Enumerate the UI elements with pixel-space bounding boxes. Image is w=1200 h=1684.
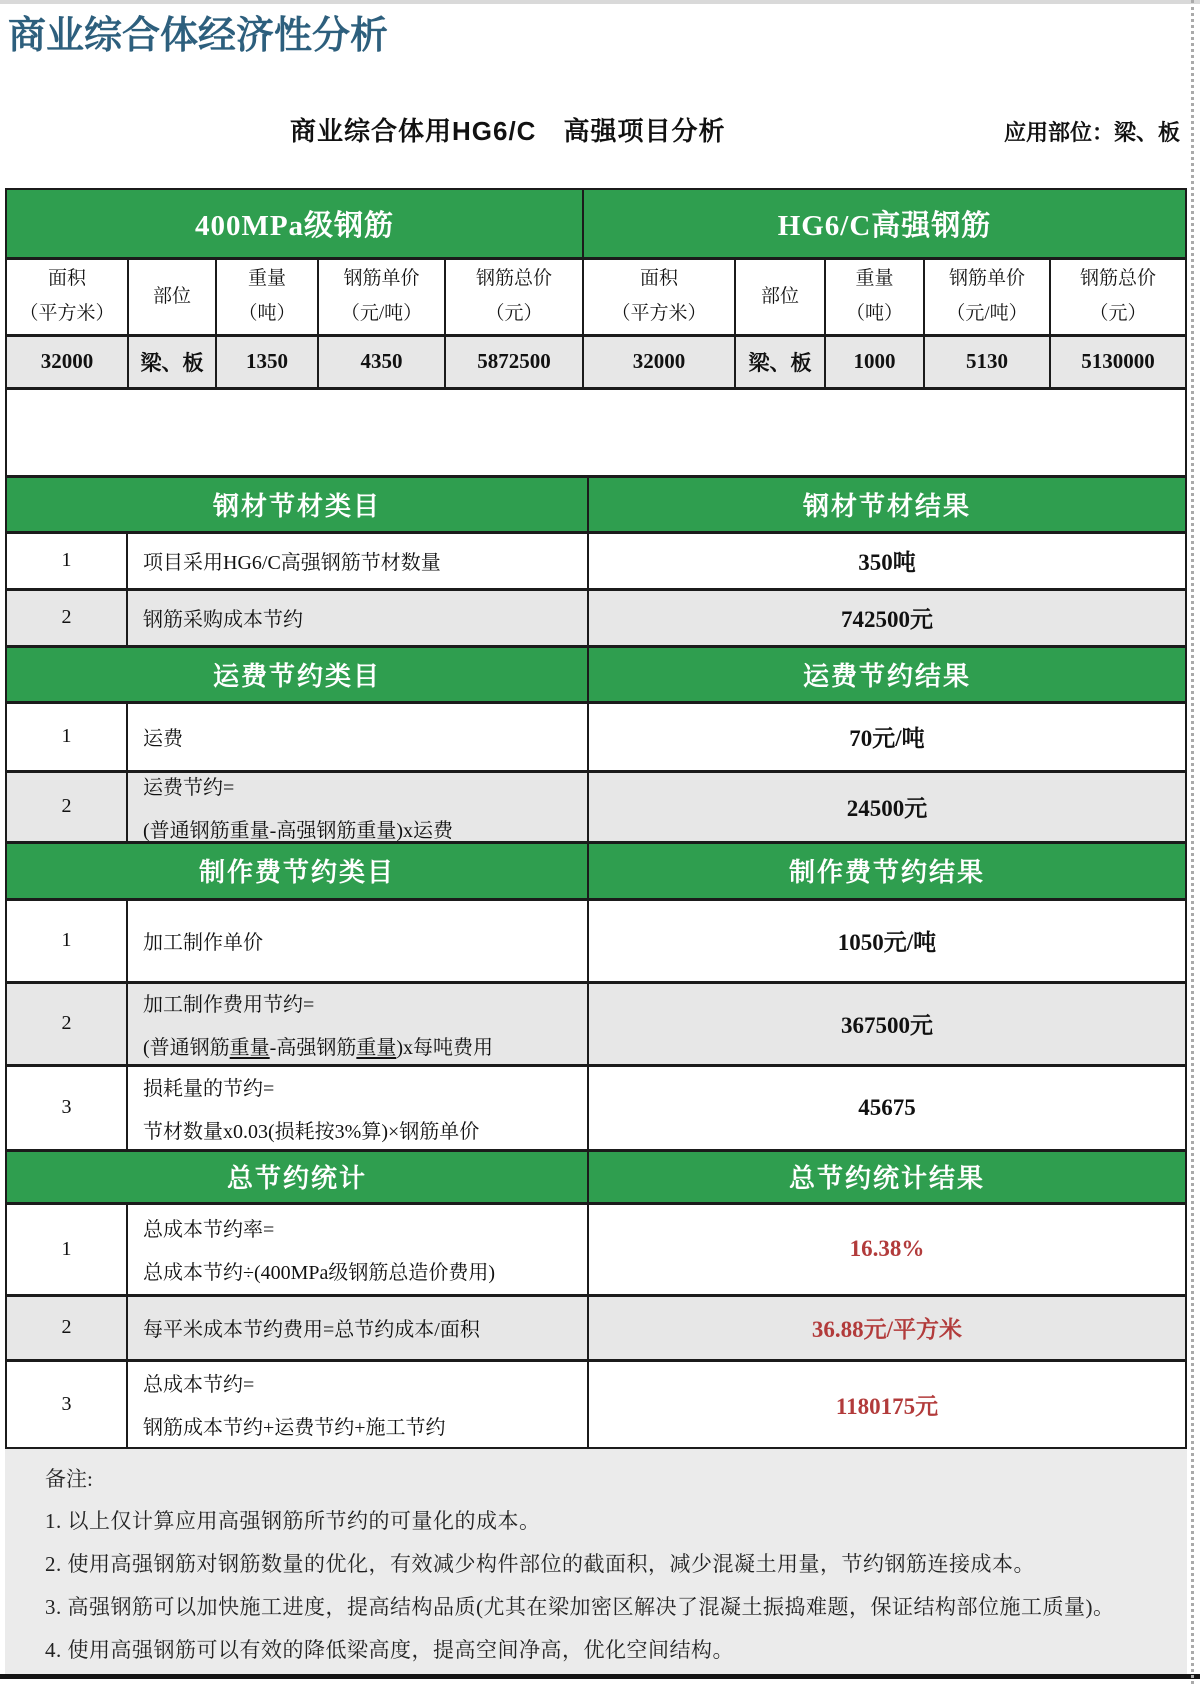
row-result: 45675	[858, 1094, 916, 1120]
col-label: 重量	[855, 268, 894, 290]
section-header-result: 总节约统计结果	[788, 1164, 985, 1194]
col-label: 钢筋单价	[343, 268, 420, 290]
table-subtitle: 商业综合体用HG6/C 高强项目分析	[290, 115, 726, 146]
remarks-block	[5, 1449, 1187, 1677]
col-label-unit: （平方米）	[611, 302, 707, 324]
row-description: 运费节约=	[143, 776, 235, 799]
row-result: 350吨	[858, 550, 916, 576]
section-header-result: 运费节约结果	[802, 661, 971, 691]
section-header-category: 制作费节约类目	[7, 844, 589, 898]
section-fabrication-saving-header	[7, 844, 1185, 901]
row-description: 钢筋采购成本节约	[143, 609, 303, 632]
row-number: 1	[7, 704, 128, 770]
row-description: 运费	[143, 728, 183, 751]
col-header-totalprice-left	[446, 260, 584, 334]
row-number: 2	[7, 984, 128, 1064]
remark-item-2: 2. 使用高强钢筋对钢筋数量的优化，有效减少构件部位的截面积，减少混凝土用量，节约钢筋连接成本。	[45, 1551, 1035, 1576]
page-title: 商业综合体经济性分析	[8, 15, 389, 57]
table-row	[7, 704, 1185, 773]
col-label-unit: （元/吨）	[340, 302, 423, 324]
section-freight-saving-header	[7, 648, 1185, 704]
row-description-formula: 总成本节约÷(400MPa级钢筋总造价费用)	[143, 1262, 496, 1285]
row-description: 损耗量的节约=	[143, 1077, 275, 1100]
value-area-right: 32000	[584, 337, 736, 387]
section-header-category: 运费节约类目	[7, 648, 589, 701]
table-row	[7, 591, 1185, 648]
header-hg6c-rebar: HG6/C高强钢筋	[777, 209, 992, 242]
section-header-result: 制作费节约结果	[788, 858, 985, 888]
value-part-right: 梁、板	[736, 337, 826, 387]
col-label-unit: （吨）	[845, 302, 903, 324]
row-number: 3	[7, 1362, 128, 1447]
value-unitprice-right: 5130	[925, 337, 1051, 387]
col-label-unit: （平方米）	[19, 302, 115, 324]
col-label: 面积	[639, 268, 678, 290]
row-number: 3	[7, 1067, 128, 1149]
table-row	[7, 1067, 1185, 1152]
spacer-row	[7, 390, 1185, 478]
row-description: 总成本节约率=	[143, 1219, 275, 1242]
remark-item-1: 1. 以上仅计算应用高强钢筋所节约的可量化的成本。	[45, 1508, 541, 1533]
table-row	[7, 534, 1185, 591]
row-number: 2	[7, 591, 128, 645]
section-header-result: 钢材节材结果	[802, 491, 971, 521]
value-unitprice-left: 4350	[319, 337, 446, 387]
col-header-totalprice-right	[1051, 260, 1185, 334]
col-label: 面积	[47, 268, 86, 290]
row-number: 1	[7, 901, 128, 981]
col-header-part-right	[736, 260, 826, 334]
table-row	[7, 1297, 1185, 1362]
col-header-area-left	[7, 260, 129, 334]
table-row	[7, 901, 1185, 984]
section-total-saving-header	[7, 1152, 1185, 1205]
row-result: 1050元/吨	[837, 930, 937, 956]
row-description-formula: 钢筋成本节约+运费节约+施工节约	[143, 1417, 446, 1440]
row-result-highlight: 1180175元	[835, 1393, 939, 1419]
row-result: 24500元	[846, 796, 928, 822]
top-divider	[0, 0, 1200, 4]
remark-item-3: 3. 高强钢筋可以加快施工进度，提高结构品质(尤其在梁加密区解决了混凝土振捣难题，保证结构部位施工质量)。	[45, 1594, 1115, 1619]
section-header-category: 总节约统计	[7, 1152, 589, 1202]
row-result: 367500元	[841, 1013, 933, 1039]
col-header-weight-right	[826, 260, 925, 334]
col-header-unitprice-left	[319, 260, 446, 334]
application-note: 应用部位：梁、板	[1003, 119, 1180, 145]
value-weight-right: 1000	[826, 337, 925, 387]
page-break-dotted-line	[1191, 0, 1194, 1684]
value-totalprice-left: 5872500	[446, 337, 584, 387]
col-label: 部位	[760, 285, 799, 307]
row-number: 2	[7, 1297, 128, 1359]
col-label: 钢筋总价	[475, 268, 552, 290]
table-row	[7, 1362, 1185, 1447]
row-description-formula: 节材数量x0.03(损耗按3%算)×钢筋单价	[143, 1120, 480, 1143]
row-description: 总成本节约=	[143, 1374, 255, 1397]
section-steel-saving-header	[7, 478, 1185, 534]
table-row	[7, 1205, 1185, 1297]
row-result-highlight: 16.38%	[849, 1236, 925, 1262]
row-result: 742500元	[841, 607, 933, 633]
remarks-label: 备注:	[45, 1466, 93, 1491]
col-label: 部位	[152, 285, 191, 307]
table-row	[7, 773, 1185, 844]
row-description-formula: (普通钢筋重量-高强钢筋重量)x运费	[143, 819, 453, 842]
row-number: 2	[7, 773, 128, 841]
header-400mpa-rebar: 400MPa级钢筋	[7, 190, 584, 257]
bottom-divider	[0, 1674, 1200, 1679]
value-area-left: 32000	[7, 337, 129, 387]
remark-item-4: 4. 使用高强钢筋可以有效的降低梁高度，提高空间净高，优化空间结构。	[45, 1637, 734, 1662]
row-number: 1	[7, 534, 128, 588]
value-weight-left: 1350	[217, 337, 319, 387]
subtitle-row	[0, 111, 1200, 148]
row-result: 70元/吨	[849, 726, 925, 752]
value-part-left: 梁、板	[129, 337, 217, 387]
col-header-part-left	[129, 260, 217, 334]
comparison-data-row	[7, 337, 1185, 390]
row-description: 加工制作单价	[143, 932, 263, 955]
col-label-unit: （元）	[1089, 302, 1147, 324]
col-label-unit: （元/吨）	[946, 302, 1028, 324]
row-description-formula: (普通钢筋重量-高强钢筋重量)x每吨费用	[143, 1036, 494, 1059]
col-label: 钢筋单价	[948, 268, 1025, 290]
rebar-type-header-row	[7, 190, 1185, 260]
analysis-table	[5, 188, 1187, 1449]
row-number: 1	[7, 1205, 128, 1294]
col-label: 钢筋总价	[1079, 268, 1156, 290]
section-header-category: 钢材节材类目	[7, 478, 589, 531]
col-label-unit: （元）	[485, 302, 543, 324]
value-totalprice-right: 5130000	[1081, 349, 1155, 374]
table-row	[7, 984, 1185, 1067]
col-header-area-right	[584, 260, 736, 334]
column-header-row	[7, 260, 1185, 337]
row-description: 项目采用HG6/C高强钢筋节材数量	[143, 552, 441, 575]
row-result-highlight: 36.88元/平方米	[811, 1317, 963, 1343]
col-header-weight-left	[217, 260, 319, 334]
row-description: 每平米成本节约费用=总节约成本/面积	[143, 1319, 480, 1342]
col-label-unit: （吨）	[238, 302, 296, 324]
col-label: 重量	[247, 268, 286, 290]
col-header-unitprice-right	[925, 260, 1051, 334]
row-description: 加工制作费用节约=	[143, 993, 315, 1016]
